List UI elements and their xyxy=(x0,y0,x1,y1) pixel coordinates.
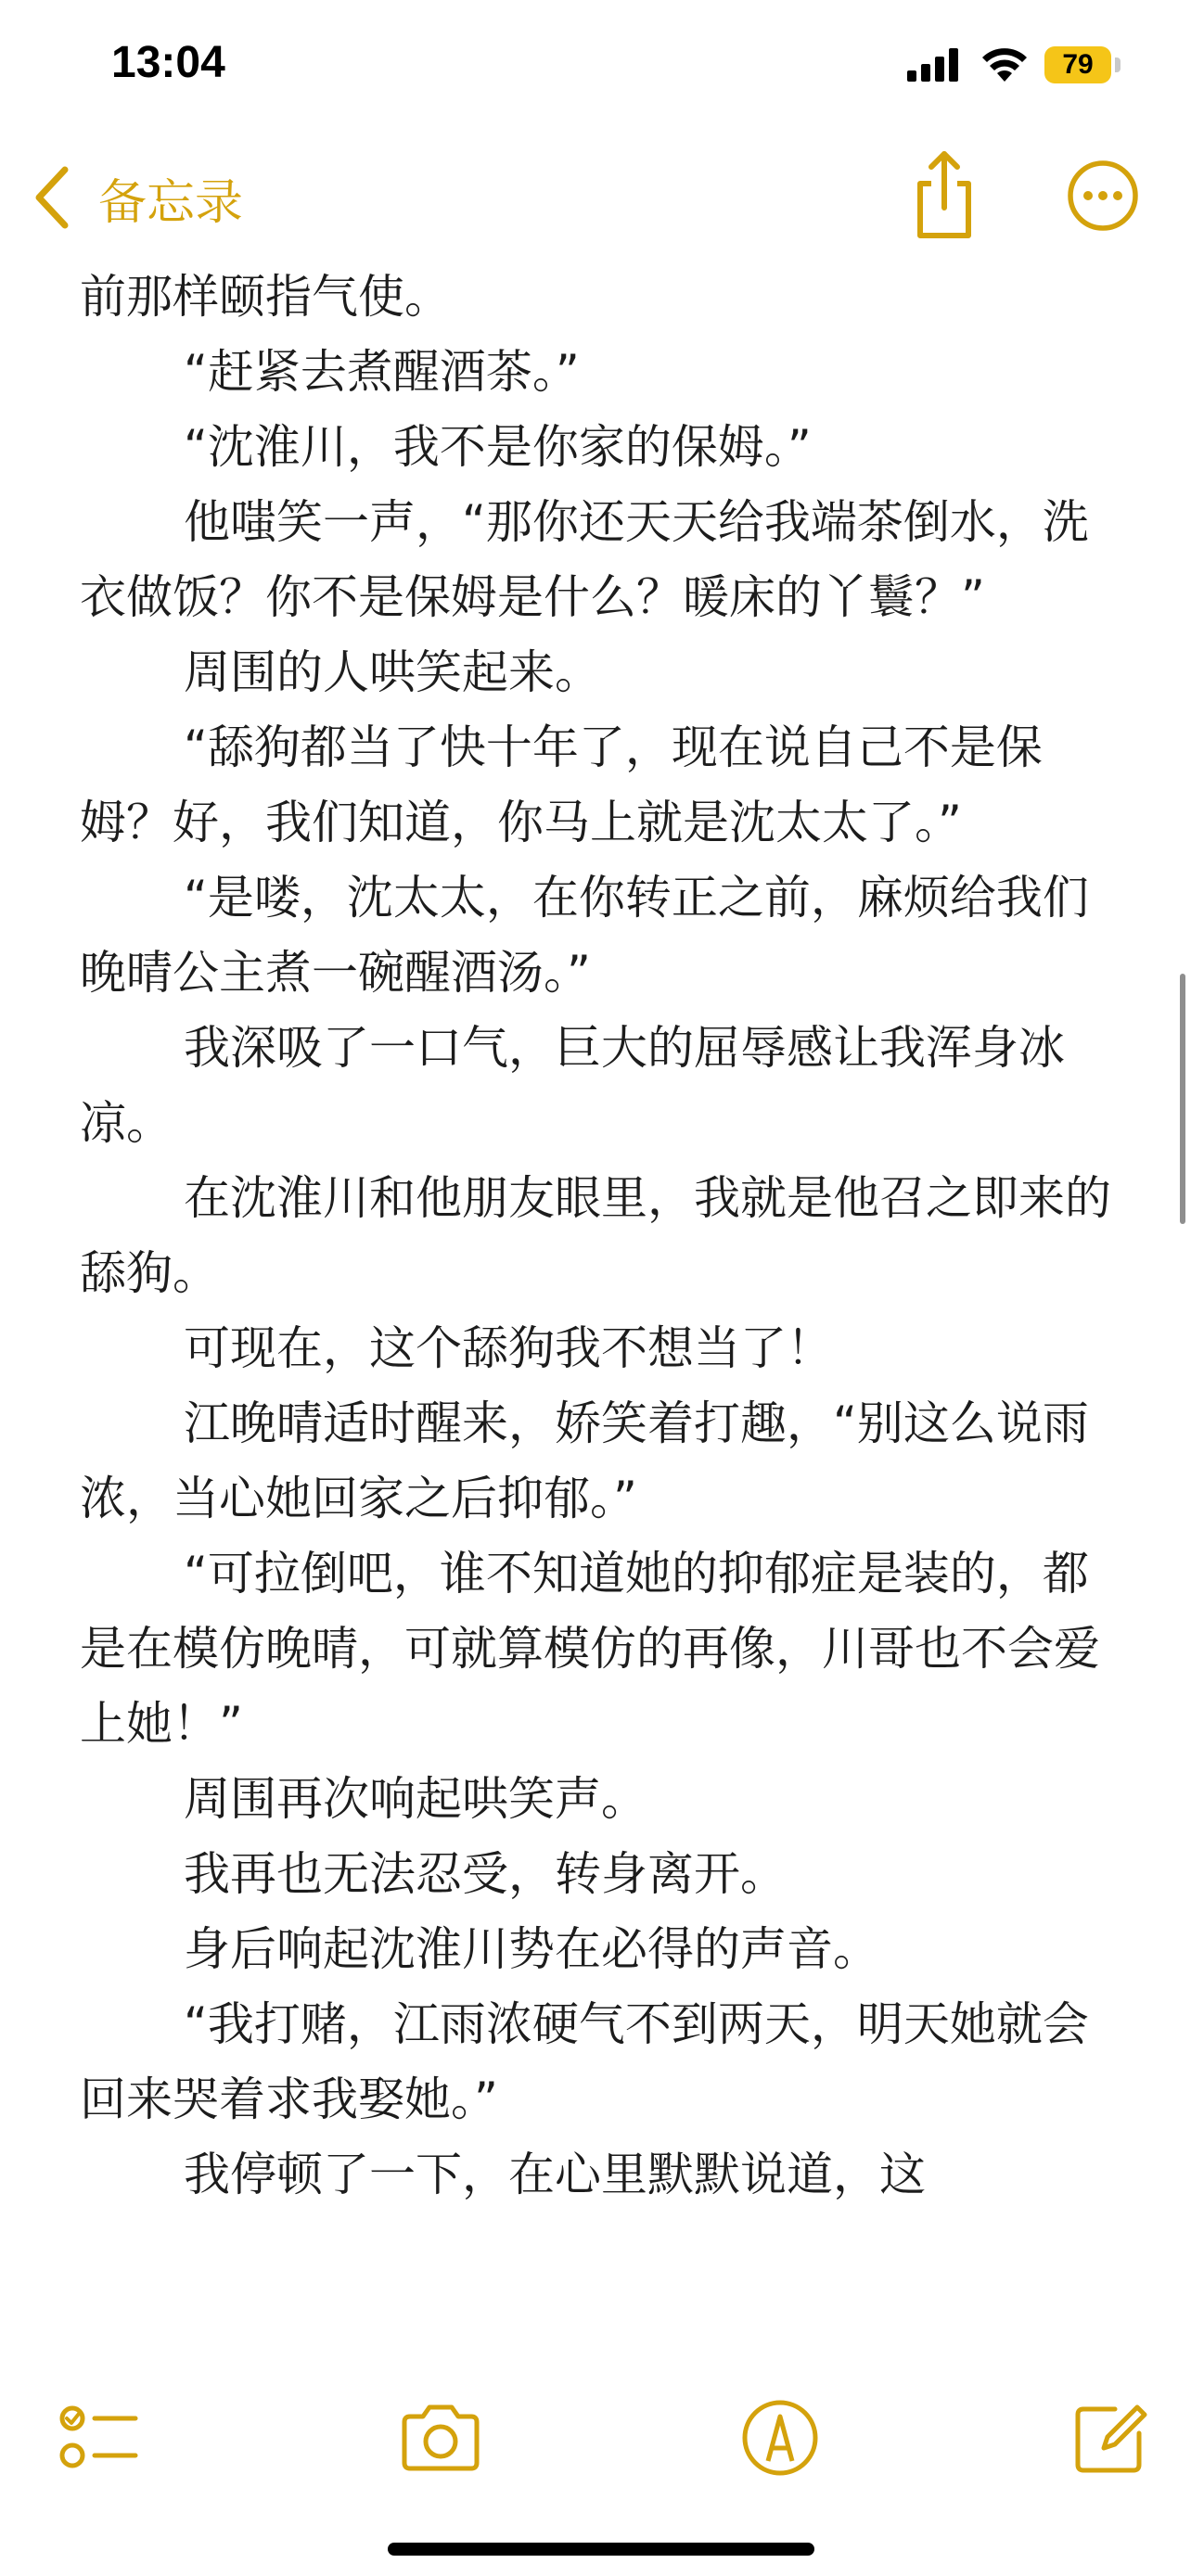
battery-tip xyxy=(1115,57,1121,72)
home-indicator[interactable] xyxy=(388,2543,814,2556)
battery-icon: 79 xyxy=(1044,46,1111,83)
note-paragraph: “可拉倒吧，谁不知道她的抑郁症是装的，都是在模仿晚晴，可就算模仿的再像，川哥也不会爱上她！” xyxy=(80,1547,1100,1751)
signal-icon xyxy=(907,48,959,82)
note-paragraph: 在沈淮川和他朋友眼里，我就是他召之即来的舔狗。 xyxy=(80,1171,1111,1300)
note-paragraph: 周围再次响起哄笑声。 xyxy=(184,1772,647,1826)
markup-icon xyxy=(738,2396,822,2480)
chevron-left-icon xyxy=(33,166,70,229)
checklist-button[interactable] xyxy=(58,2396,141,2480)
scroll-indicator[interactable] xyxy=(1180,974,1185,1224)
share-icon xyxy=(907,148,981,241)
note-paragraph: 我再也无法忍受，转身离开。 xyxy=(184,1847,787,1901)
note-paragraph: 身后响起沈淮川势在必得的声音。 xyxy=(184,1922,879,1976)
note-paragraph: “是喽，沈太太，在你转正之前，麻烦给我们晚晴公主煮一碗醒酒汤。” xyxy=(80,871,1089,1000)
note-paragraph: 江晚晴适时醒来，娇笑着打趣，“别这么说雨浓，当心她回家之后抑郁。” xyxy=(80,1396,1089,1525)
camera-icon xyxy=(399,2396,482,2480)
more-button[interactable] xyxy=(1067,159,1139,232)
nav-bar xyxy=(0,139,1191,260)
status-bar xyxy=(0,0,1191,139)
note-paragraph: 他嗤笑一声，“那你还天天给我端茶倒水，洗衣做饭？你不是保姆是什么？暖床的丫鬟？” xyxy=(80,495,1089,624)
back-button[interactable] xyxy=(33,156,243,239)
note-body[interactable] xyxy=(80,260,1132,2213)
compose-icon xyxy=(1069,2396,1152,2480)
more-icon xyxy=(1067,159,1139,232)
note-paragraph: 我停顿了一下，在心里默默说道，这 xyxy=(184,2148,926,2201)
back-label: 备忘录 xyxy=(98,174,244,231)
wifi-icon xyxy=(980,43,1030,82)
checklist-icon xyxy=(58,2396,141,2480)
note-paragraph: 我深吸了一口气，巨大的屈辱感让我浑身冰凉。 xyxy=(80,1021,1065,1150)
share-button[interactable] xyxy=(907,148,981,241)
note-paragraph: “舔狗都当了快十年了，现在说自己不是保姆？好，我们知道，你马上就是沈太太了。” xyxy=(80,721,1043,849)
note-paragraph: “我打赌，江雨浓硬气不到两天，明天她就会回来哭着求我娶她。” xyxy=(80,1997,1089,2126)
compose-button[interactable] xyxy=(1069,2396,1152,2480)
status-time: 13:04 xyxy=(111,38,225,87)
note-paragraph: “沈淮川，我不是你家的保姆。” xyxy=(184,420,812,474)
note-paragraph: 周围的人哄笑起来。 xyxy=(184,645,601,699)
note-paragraph: 前那样颐指气使。 xyxy=(80,270,451,324)
note-paragraph: 可现在，这个舔狗我不想当了！ xyxy=(184,1321,833,1375)
camera-button[interactable] xyxy=(399,2396,482,2480)
note-paragraph: “赶紧去煮醒酒茶。” xyxy=(184,345,580,399)
markup-button[interactable] xyxy=(738,2396,822,2480)
